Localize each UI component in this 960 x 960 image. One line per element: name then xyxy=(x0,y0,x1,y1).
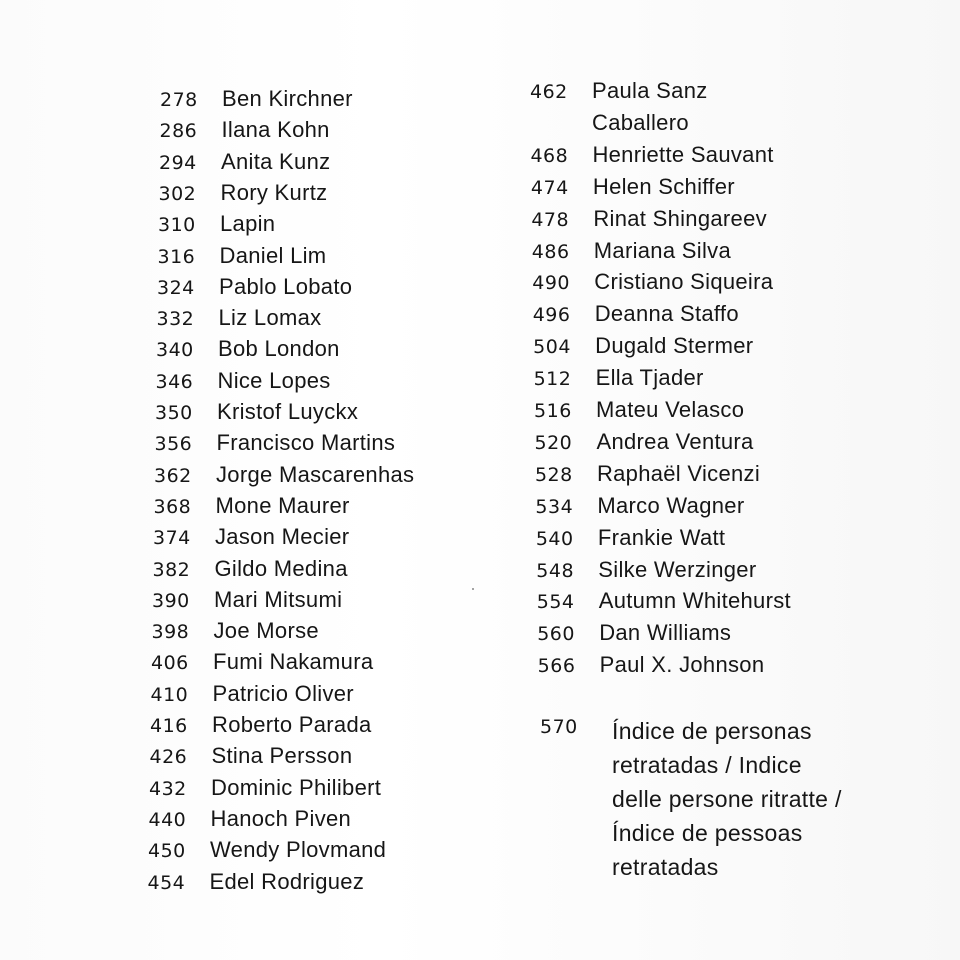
contents-entry xyxy=(158,211,275,237)
illustrator-name: Dugald Stermer xyxy=(595,333,754,359)
contents-entry xyxy=(534,397,744,423)
page-number: 362 xyxy=(154,464,192,487)
page-number: 382 xyxy=(152,558,191,581)
illustrator-name: Wendy Plovmand xyxy=(210,837,387,863)
page-number: 356 xyxy=(154,433,193,456)
illustrator-name: Mariana Silva xyxy=(593,237,731,263)
illustrator-name: Frankie Watt xyxy=(597,524,726,550)
contents-entry xyxy=(530,142,773,168)
illustrator-name: Autumn Whitehurst xyxy=(598,588,791,614)
contents-entry xyxy=(530,78,708,136)
illustrator-name: Francisco Martins xyxy=(216,430,396,456)
page-number: 496 xyxy=(532,304,571,327)
illustrator-name: Raphaël Vicenzi xyxy=(596,460,761,486)
index-entry xyxy=(540,714,842,884)
page-number: 474 xyxy=(530,176,569,199)
page-number: 374 xyxy=(153,527,191,550)
contents-entry xyxy=(531,174,735,200)
illustrator-name: Mari Mitsumi xyxy=(214,586,343,612)
contents-entry xyxy=(537,588,791,614)
page-number: 490 xyxy=(532,272,571,295)
illustrator-name: Kristof Luyckx xyxy=(217,399,359,424)
illustrator-name: Liz Lomax xyxy=(218,305,322,331)
page-number: 468 xyxy=(530,144,569,167)
contents-entry xyxy=(533,301,739,327)
contents-entry xyxy=(159,149,330,175)
contents-entry xyxy=(157,274,352,300)
contents-entry xyxy=(531,206,767,232)
page-number: 390 xyxy=(152,589,190,612)
page-number: 278 xyxy=(160,89,198,111)
contents-entry xyxy=(149,775,381,801)
contents-entry xyxy=(156,336,340,362)
contents-entry xyxy=(535,461,760,487)
index-title-line: retratadas / Indice xyxy=(612,752,802,778)
illustrator-name: Henriette Sauvant xyxy=(592,141,774,167)
page-number: 566 xyxy=(537,655,576,678)
contents-entry xyxy=(154,462,414,488)
contents-entry xyxy=(150,743,353,769)
illustrator-name: Patricio Oliver xyxy=(212,680,354,706)
contents-entry xyxy=(149,806,352,832)
illustrator-name: Gildo Medina xyxy=(214,555,348,581)
page-number: 346 xyxy=(155,370,194,393)
page-number: 406 xyxy=(151,652,189,675)
page-number: 340 xyxy=(156,339,194,362)
illustrator-name: Ben Kirchner xyxy=(222,86,353,111)
illustrator-name: Andrea Ventura xyxy=(596,428,754,454)
illustrator-name: Dominic Philibert xyxy=(211,774,382,800)
illustrator-name: Cristiano Siqueira xyxy=(594,269,774,295)
illustrator-name: Hanoch Piven xyxy=(210,805,352,831)
page-number: 316 xyxy=(157,245,196,268)
contents-entry xyxy=(534,365,704,391)
illustrator-name-line: Paula Sanz xyxy=(592,78,708,103)
illustrator-name: Helen Schiffer xyxy=(592,173,735,199)
page-number: 416 xyxy=(150,715,188,737)
page-number: 294 xyxy=(159,151,197,174)
page-number: 398 xyxy=(151,621,190,644)
illustrator-name: Pablo Lobato xyxy=(219,273,353,299)
page-number: 478 xyxy=(531,208,570,231)
page-number: 528 xyxy=(534,463,573,486)
page-number: 462 xyxy=(530,81,568,103)
illustrator-name xyxy=(592,78,708,136)
page-number: 534 xyxy=(535,495,574,518)
contents-entry xyxy=(158,243,327,269)
page-number: 302 xyxy=(158,182,197,205)
contents-entry xyxy=(536,525,725,551)
illustrator-name: Lapin xyxy=(220,211,276,237)
page-number: 286 xyxy=(159,120,198,143)
illustrator-name: Edel Rodriguez xyxy=(209,868,365,894)
page-number: 440 xyxy=(148,808,187,831)
contents-entry xyxy=(154,493,350,519)
contents-entry xyxy=(538,652,765,678)
illustrator-name: Paul X. Johnson xyxy=(599,652,765,678)
illustrator-name: Silke Werzinger xyxy=(598,556,757,582)
contents-entry xyxy=(159,180,328,206)
index-title-line: Índice de pessoas xyxy=(612,820,803,846)
illustrator-name: Marco Wagner xyxy=(597,492,745,518)
contents-entry xyxy=(157,305,322,331)
illustrator-name: Deanna Staffo xyxy=(594,301,739,327)
paper-speck xyxy=(472,588,474,590)
page-number: 548 xyxy=(536,559,575,582)
contents-entry xyxy=(537,620,731,646)
contents-entry xyxy=(153,556,348,582)
page-number: 432 xyxy=(149,777,187,800)
page-number: 350 xyxy=(155,402,193,424)
illustrator-name: Ilana Kohn xyxy=(221,117,330,143)
page-number: 332 xyxy=(156,308,195,331)
contents-entry xyxy=(148,837,386,863)
contents-entry xyxy=(151,649,373,675)
illustrator-name: Stina Persson xyxy=(211,743,353,769)
page-number: 310 xyxy=(158,214,196,237)
index-title-line: delle persone ritratte / xyxy=(612,786,842,812)
illustrator-name: Roberto Parada xyxy=(212,712,372,737)
contents-entry xyxy=(156,368,331,394)
illustrator-name: Mone Maurer xyxy=(215,492,350,518)
contents-entry xyxy=(532,238,731,264)
page-number: 504 xyxy=(533,336,571,359)
contents-entry xyxy=(148,869,365,895)
contents-entry xyxy=(150,712,372,738)
illustrator-name: Bob London xyxy=(218,336,340,362)
page-number: 486 xyxy=(531,240,570,263)
illustrator-name: Anita Kunz xyxy=(221,148,331,174)
illustrator-name: Fumi Nakamura xyxy=(213,649,374,675)
page-number: 520 xyxy=(534,431,573,454)
contents-entry xyxy=(535,493,744,519)
contents-entry xyxy=(155,430,396,456)
illustrator-name: Jason Mecier xyxy=(215,524,350,550)
illustrator-name-line: Caballero xyxy=(592,110,689,135)
page-number: 512 xyxy=(533,368,572,391)
contents-entry xyxy=(152,618,319,644)
contents-entry xyxy=(532,269,773,295)
illustrator-name: Dan Williams xyxy=(599,620,732,646)
contents-entry xyxy=(155,399,358,425)
contents-entry xyxy=(152,587,342,613)
contents-entry xyxy=(536,557,756,583)
illustrator-name: Daniel Lim xyxy=(219,242,327,268)
contents-entry xyxy=(160,117,330,143)
illustrator-name: Joe Morse xyxy=(213,618,319,644)
contents-entry xyxy=(535,429,754,455)
contents-entry xyxy=(151,681,354,707)
page-number: 368 xyxy=(153,495,192,518)
contents-entry xyxy=(533,333,753,359)
page-number: 554 xyxy=(536,591,575,614)
page-number: 324 xyxy=(157,276,195,299)
contents-entry xyxy=(160,86,353,112)
page-number: 570 xyxy=(540,716,578,738)
page-number: 450 xyxy=(148,840,186,863)
page-number: 540 xyxy=(535,527,574,550)
illustrator-name: Mateu Velasco xyxy=(596,397,745,422)
index-title xyxy=(612,714,842,884)
illustrator-name: Rinat Shingareev xyxy=(593,205,767,231)
page-number: 426 xyxy=(149,746,188,769)
page-number: 560 xyxy=(537,623,575,646)
page-number: 410 xyxy=(150,683,189,706)
illustrator-name: Jorge Mascarenhas xyxy=(216,461,415,487)
page-number: 454 xyxy=(147,871,186,894)
index-title-line: Índice de personas xyxy=(612,718,812,744)
illustrator-name: Ella Tjader xyxy=(595,365,704,391)
index-title-line: retratadas xyxy=(612,854,719,880)
illustrator-name: Rory Kurtz xyxy=(220,179,328,205)
illustrator-name: Nice Lopes xyxy=(217,367,331,393)
contents-entry xyxy=(153,524,349,550)
page-number: 516 xyxy=(534,400,572,422)
